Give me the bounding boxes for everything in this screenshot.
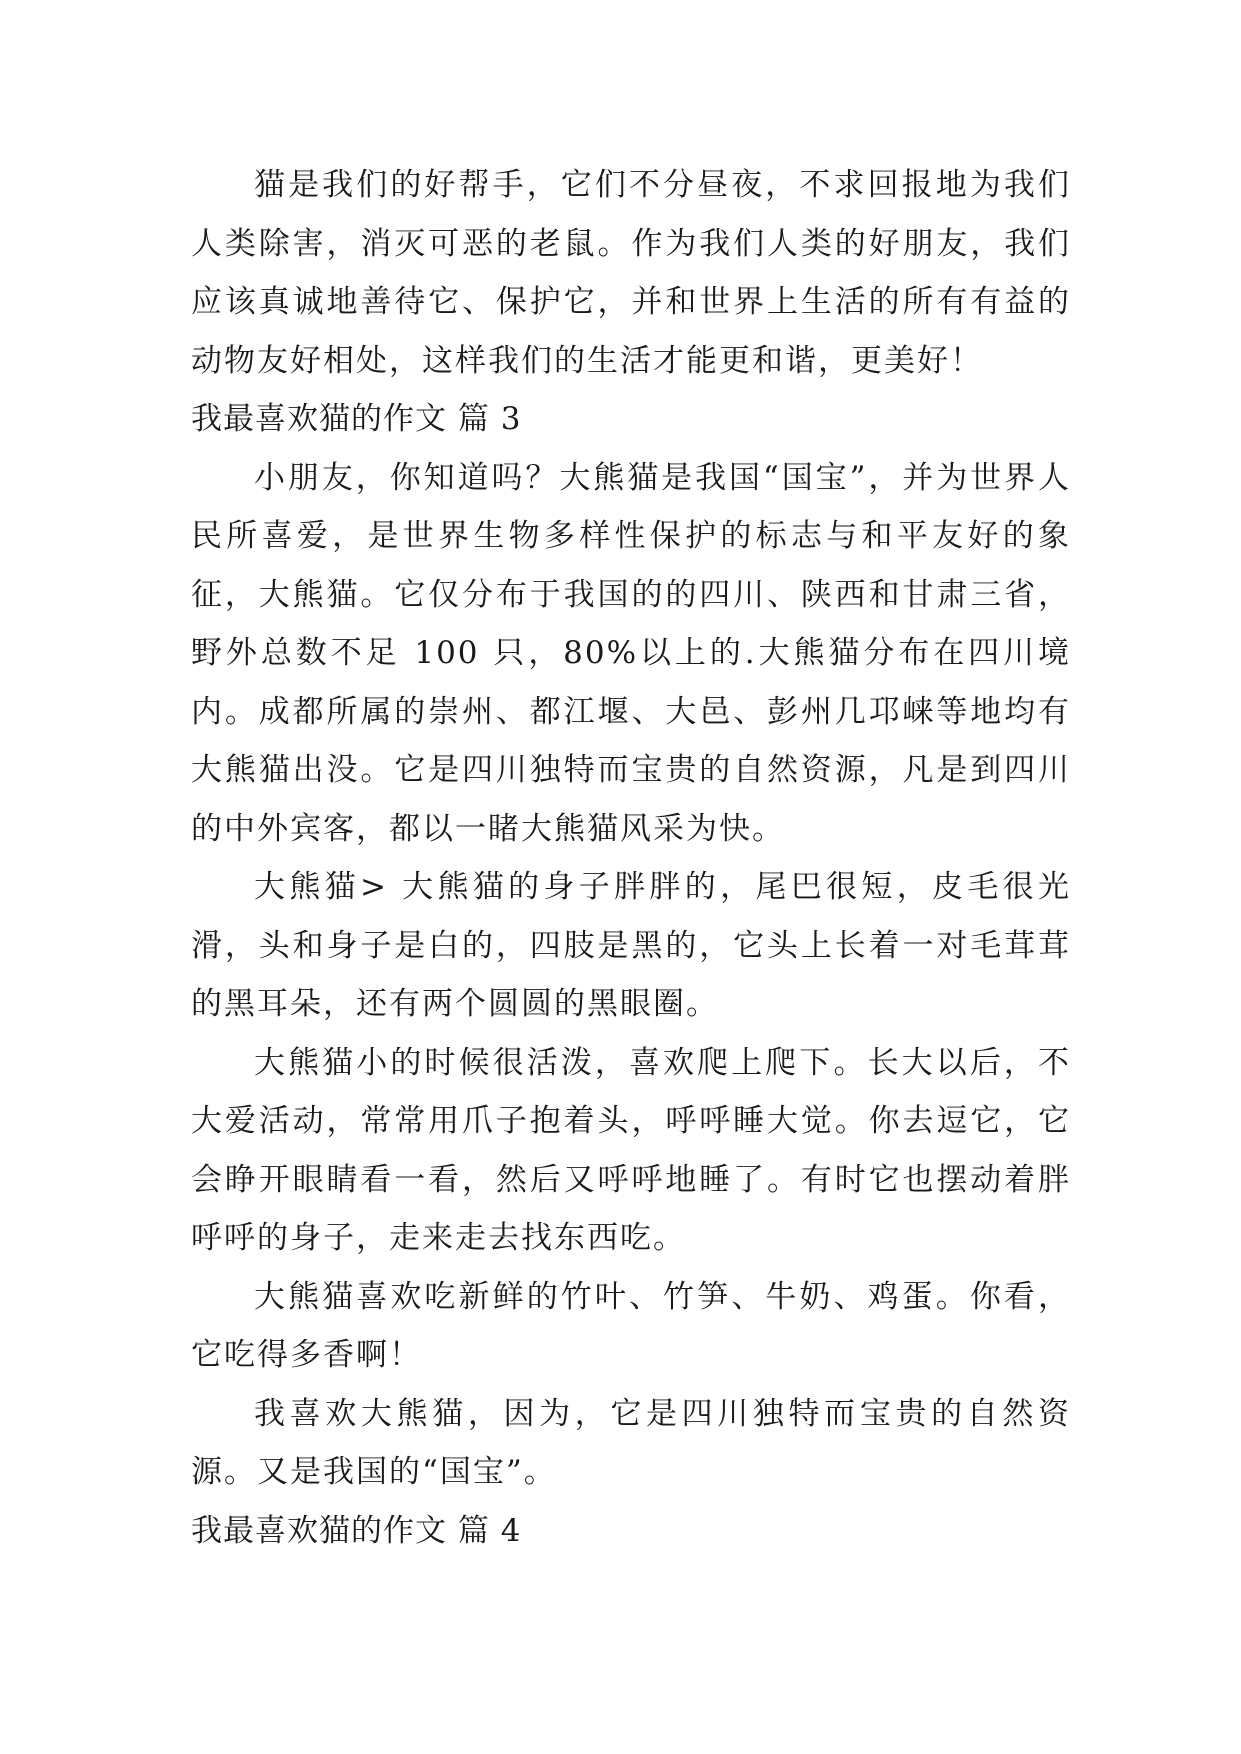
paragraph-cat-helper: 猫是我们的好帮手，它们不分昼夜，不求回报地为我们人类除害，消灭可恶的老鼠。作为我们人类的好朋友，我们应该真诚地善待它、保护它，并和世界上生活的所有有益的动物友好相处，这样我们的生活才能更和谐，更美好！ [191, 167, 1071, 379]
paragraph-panda-conclusion: 我喜欢大熊猫，因为，它是四川独特而宝贵的自然资源。又是我国的“国宝”。 [191, 1395, 1071, 1490]
paragraph-panda-intro: 小朋友，你知道吗？大熊猫是我国“国宝”，并为世界人民所喜爱，是世界生物多样性保护的标志与和平友好的象征，大熊猫。它仅分布于我国的的四川、陕西和甘肃三省，野外总数不足 100 只，80%以上的.大熊猫分布在四川境内。成都所属的崇州、都江堰、大邑、彭州几邛崃等地均有大熊猫出没。它是四川独特而宝贵的自然资源，凡是到四川的中外宾客，都以一睹大熊猫风采为快。 [191, 459, 1071, 847]
paragraph-panda-behavior: 大熊猫小的时候很活泼，喜欢爬上爬下。长大以后，不大爱活动，常常用爪子抱着头，呼呼睡大觉。你去逗它，它会睁开眼睛看一看，然后又呼呼地睡了。有时它也摆动着胖呼呼的身子，走来走去找东西吃。 [191, 1044, 1071, 1256]
paragraph-panda-appearance: 大熊猫> 大熊猫的身子胖胖的，尾巴很短，皮毛很光滑，头和身子是白的，四肢是黑的，它头上长着一对毛茸茸的黑耳朵，还有两个圆圆的黑眼圈。 [191, 869, 1071, 1022]
section-heading-3: 我最喜欢猫的作文 篇 3 [191, 401, 522, 437]
paragraph-panda-food: 大熊猫喜欢吃新鲜的竹叶、竹笋、牛奶、鸡蛋。你看，它吃得多香啊！ [191, 1278, 1071, 1373]
document-page [191, 156, 1071, 1560]
section-heading-4: 我最喜欢猫的作文 篇 4 [191, 1512, 522, 1549]
